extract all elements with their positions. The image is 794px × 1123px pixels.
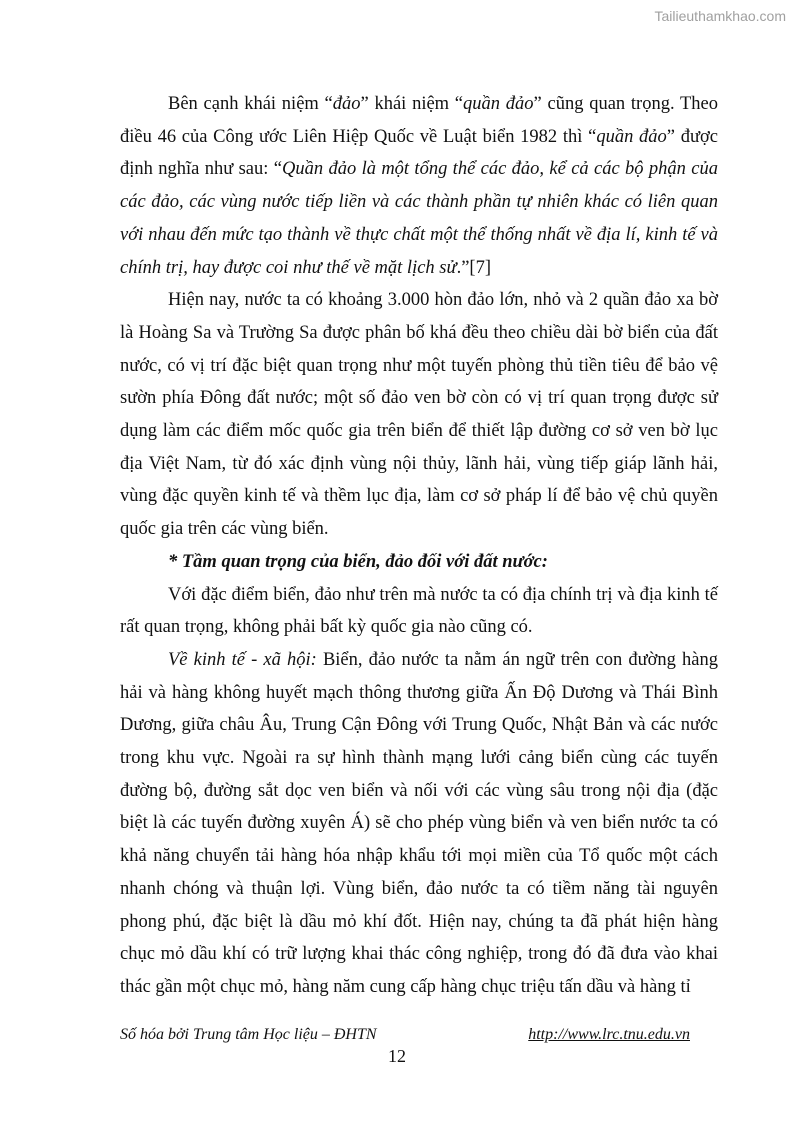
paragraph-islands: Hiện nay, nước ta có khoảng 3.000 hòn đảo lớn, nhỏ và 2 quần đảo xa bờ là Hoàng Sa và Trường Sa được phân bố khá đều theo chiều dài bờ biển của đất nước, có vị trí đặc biệt quan trọng như một tuyến phòng thủ tiền tiêu để bảo vệ sườn phía Đông đất nước; một số đảo ven bờ còn có vị trí quan trọng được sử dụng làm các điểm mốc quốc gia trên biển để thiết lập đường cơ sở ven bờ lục địa Việt Nam, từ đó xác định vùng nội thủy, lãnh hải, vùng tiếp giáp lãnh hải, vùng đặc quyền kinh tế và thềm lục địa, làm cơ sở pháp lí để bảo vệ chủ quyền quốc gia trên các vùng biển. — [120, 290, 718, 540]
text-run: ” khái niệm “ — [360, 94, 464, 114]
italic-term: quần đảo — [463, 94, 534, 114]
text-run: .”[7] — [456, 257, 492, 278]
paragraph-lead: Về kinh tế - xã hội: — [168, 649, 317, 670]
italic-quote: Quần đảo là một tổng thể các đảo, kể cả các bộ phận của các đảo, các vùng nước tiếp liền và các thành phần tự nhiên khác có liên quan với nhau đến mức tạo thành về thực chất một thể thống nhất về địa lí, kinh tế và chính trị, hay được coi như thế về mặt lịch sử — [120, 159, 718, 278]
paragraph-geopolitics: Với đặc điểm biển, đảo như trên mà nước ta có địa chính trị và địa kinh tế rất quan trọng, không phải bất kỳ quốc gia nào cũng có. — [120, 584, 718, 638]
page-footer — [120, 1026, 690, 1044]
page-number: 12 — [388, 1046, 406, 1066]
text-run: ” cũng quan trọng. Theo điều 46 của Công ước Liên Hiệp Quốc về Luật biển 1982 thì “ — [120, 94, 719, 147]
document-body — [120, 88, 718, 1004]
text-run: ” được định nghĩa như sau: “ — [120, 126, 718, 180]
paragraph-economy — [120, 644, 718, 1004]
paragraph-archipelago-definition — [120, 88, 718, 284]
italic-term: quần đảo — [596, 126, 667, 147]
text-run: Biển, đảo nước ta nằm án ngữ trên con đường hàng hải và hàng không huyết mạch thông thương giữa Ấn Độ Dương và Thái Bình Dương, giữa châu Âu, Trung Cận Đông với Trung Quốc, Nhật Bản và các nước trong khu vực. Ngoài ra sự hình thành mạng lưới cảng biển cùng các tuyến đường bộ, đường sắt dọc ven biển và nối với các vùng sâu trong nội địa (đặc biệt là các tuyến đường xuyên Á) sẽ cho phép vùng biển và ven biển nước ta có khả năng chuyển tải hàng hóa nhập khẩu tới mọi miền của Tổ quốc một cách nhanh chóng và thuận lợi. Vùng biển, đảo nước ta có tiềm năng tài nguyên phong phú, đặc biệt là dầu mỏ khí đốt. Hiện nay, chúng ta đã phát hiện hàng chục mỏ dầu khí có trữ lượng khai thác công nghiệp, trong đó đã đưa vào khai thác gần một chục mỏ, hàng năm cung cấp hàng chục triệu tấn dầu và hàng tỉ — [120, 649, 719, 997]
section-heading: * Tầm quan trọng của biển, đảo đối với đất nước: — [168, 551, 548, 572]
italic-term: đảo — [332, 94, 361, 114]
watermark: Tailieuthamkhao.com — [654, 8, 786, 24]
text-run: Bên cạnh khái niệm “ — [168, 94, 333, 114]
footer-link[interactable]: http://www.lrc.tnu.edu.vn — [528, 1026, 690, 1043]
footer-source: Số hóa bởi Trung tâm Học liệu – ĐHTN — [120, 1026, 377, 1043]
